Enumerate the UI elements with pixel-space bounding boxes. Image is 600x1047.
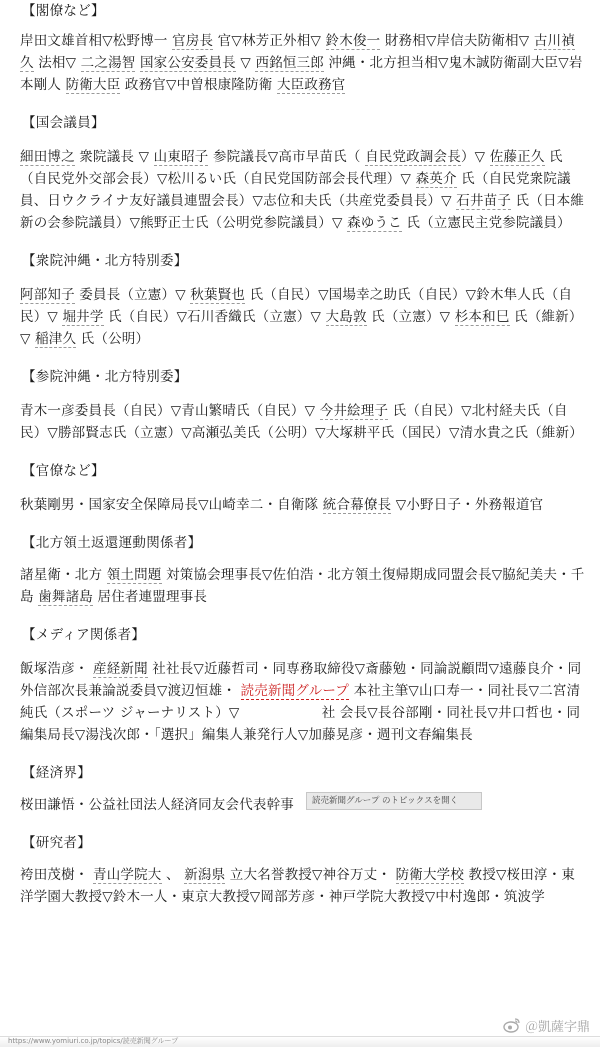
text-run: 居住者連盟理事長	[93, 589, 208, 605]
section-paragraph	[20, 564, 586, 608]
topic-link[interactable]: 西銘恒三郎	[255, 55, 324, 71]
topic-link[interactable]: 秋葉賢也	[190, 287, 246, 303]
section-paragraph	[20, 146, 586, 234]
text-run: 委員長（立憲）▽	[74, 287, 191, 303]
section-paragraph	[20, 284, 586, 350]
text-run: 桜田謙悟・公益社団法人経済同友会代表幹事	[20, 797, 294, 813]
section-heading: 【官僚など】	[22, 463, 105, 479]
text-run: 秋葉剛男・国家安全保障局長▽山崎幸二・自衛隊	[20, 497, 323, 513]
text-run: 社 会長▽長谷部剛・同社長▽井口哲也・同編集局長▽湯浅次郎・「選択」編集人兼発行人▽加藤晃彦・週刊文春編集長	[20, 705, 581, 743]
text-run: 飯塚浩彦・	[20, 661, 93, 677]
topic-link[interactable]: 防衛大臣	[65, 77, 121, 93]
topic-link[interactable]: 国家公安委員長	[139, 55, 236, 71]
section-paragraph	[20, 400, 586, 444]
section-heading: 【閣僚など】	[22, 3, 105, 19]
topic-link[interactable]: 統合幕僚長	[322, 497, 392, 513]
section-heading: 【北方領土返還運動関係者】	[22, 535, 202, 551]
topic-link[interactable]: 領土問題	[106, 567, 162, 583]
section-heading: 【衆院沖縄・北方特別委】	[22, 253, 188, 269]
text-run: 沖縄・北方担当相▽鬼木誠防衛副大臣▽岩本剛人	[20, 55, 583, 93]
text-run: 諸星衛・北方	[20, 567, 107, 583]
topic-link[interactable]: 大臣政務官	[276, 77, 346, 93]
text-run: 衆院議長 ▽	[74, 149, 154, 165]
section-heading: 【メディア関係者】	[22, 627, 146, 643]
section-heading: 【国会議員】	[22, 115, 105, 131]
topic-link-highlighted[interactable]: 読売新聞グループ	[240, 683, 350, 699]
text-run: 袴田茂樹・	[20, 867, 93, 883]
link-tooltip: 読売新聞グループ のトピックスを開く	[306, 792, 482, 810]
section-paragraph	[20, 494, 586, 516]
topic-link[interactable]: 佐藤正久	[489, 149, 545, 165]
text-run: 官▽林芳正外相▽	[213, 33, 326, 49]
text-run: 氏（立憲民主党参院議員）	[401, 215, 571, 231]
section-paragraph	[20, 794, 586, 816]
text-run: 氏（維新）▽	[20, 309, 583, 347]
topic-link[interactable]: 今井絵理子	[319, 403, 389, 419]
topic-link[interactable]: 山東昭子	[153, 149, 209, 165]
section-paragraph	[20, 658, 586, 746]
text-run: 氏（自民党外交部会長）▽松川るい氏（自民党国防部会長代理）▽	[20, 149, 563, 187]
text-run: 氏（自民）▽北村経夫氏（自民）▽勝部賢志氏（立憲）▽高瀬弘美氏（公明）▽大塚耕平氏（国民）▽清水貴之氏（維新）	[20, 403, 583, 441]
topic-link[interactable]: 自民党政調会長	[365, 149, 461, 165]
topic-link[interactable]: 新潟県	[184, 867, 226, 883]
text-run	[240, 705, 322, 721]
topic-link[interactable]: 杉本和巳	[454, 309, 510, 325]
topic-link[interactable]: 官房長	[172, 33, 214, 49]
topic-link[interactable]: 青山学院大	[93, 867, 162, 883]
topic-link[interactable]: 古川禎久	[20, 33, 575, 71]
topic-link[interactable]: 森英介	[415, 171, 457, 187]
document-body	[0, 2, 600, 908]
watermark	[503, 1015, 590, 1035]
topic-link[interactable]: 二之湯智	[80, 55, 136, 71]
watermark-text: ＠凱薩字鼎	[524, 1019, 590, 1035]
text-run: ▽小野日子・外務報道官	[391, 497, 544, 513]
text-run: 氏（日本維新の会参院議員）▽熊野正士氏（公明党参院議員）▽	[20, 193, 585, 231]
topic-link[interactable]: 歯舞諸島	[38, 589, 94, 605]
text-run: 社社長▽近藤哲司・同専務取締役▽斎藤勉・同論説顧問▽遠藤良介・同外信部次長兼論説委員▽渡辺恒雄・	[20, 661, 582, 699]
topic-link[interactable]: 森ゆうこ	[347, 215, 402, 231]
topic-link[interactable]: 石井苗子	[456, 193, 512, 209]
status-bar-url: https://www.yomiuri.co.jp/topics/読売新聞グループ	[0, 1036, 600, 1047]
topic-link[interactable]: 阿部知子	[20, 287, 75, 303]
topic-link[interactable]: 稲津久	[35, 331, 77, 347]
topic-link[interactable]: 防衛大学校	[395, 867, 465, 883]
text-run: 対策協会理事長▽佐伯浩・北方領土復帰期成同盟会長▽脇紀美夫・千島	[20, 567, 585, 605]
topic-link[interactable]: 鈴木俊一	[325, 33, 381, 49]
weibo-icon	[503, 1017, 521, 1033]
text-run: 教授▽桜田淳・東洋学園大教授▽鈴木一人・東京大教授▽岡部芳彦・神戸学院大教授▽中村逸郎・筑波学	[20, 867, 576, 905]
text-run: 立大名誉教授▽神谷万丈・	[225, 867, 396, 883]
section-paragraph	[20, 864, 586, 908]
text-run: 政務官▽中曽根康隆防衛	[120, 77, 277, 93]
text-run: 、	[161, 867, 185, 883]
topic-link[interactable]: 堀井学	[62, 309, 104, 325]
text-run: 氏（自民）▽国場幸之助氏（自民）▽鈴木隼人氏（自民）▽	[20, 287, 573, 325]
text-run: ▽	[235, 55, 256, 71]
text-run: ）▽	[460, 149, 490, 165]
topic-link[interactable]: 細田博之	[20, 149, 75, 165]
topic-link[interactable]: 大島敦	[325, 309, 367, 325]
text-run: 青木一彦委員長（自民）▽青山繁晴氏（自民）▽	[20, 403, 320, 419]
text-run: 氏（自民党衆院議員、日ウクライナ友好議員連盟会長）▽志位和夫氏（共産党委員長）▽	[20, 171, 571, 209]
text-run: 氏（公明）	[76, 331, 150, 347]
text-run: 財務相▽岸信夫防衛相▽	[380, 33, 534, 49]
section-paragraph	[20, 30, 586, 96]
text-run: 岸田文雄首相▽松野博一	[20, 33, 173, 49]
section-heading: 【経済界】	[22, 765, 91, 781]
text-run: 本社主筆▽山口寿一・同社長▽二宮清純氏（スポーツ ジャーナリスト）▽	[20, 683, 581, 721]
text-run: 参院議長▽高市早苗氏（	[208, 149, 366, 165]
topic-link[interactable]: 産経新聞	[93, 661, 148, 677]
section-heading: 【研究者】	[22, 835, 91, 851]
text-run: 法相▽	[33, 55, 81, 71]
text-run: 氏（立憲）▽	[366, 309, 455, 325]
text-run: 氏（自民）▽石川香織氏（立憲）▽	[103, 309, 326, 325]
section-heading: 【参院沖縄・北方特別委】	[22, 369, 188, 385]
